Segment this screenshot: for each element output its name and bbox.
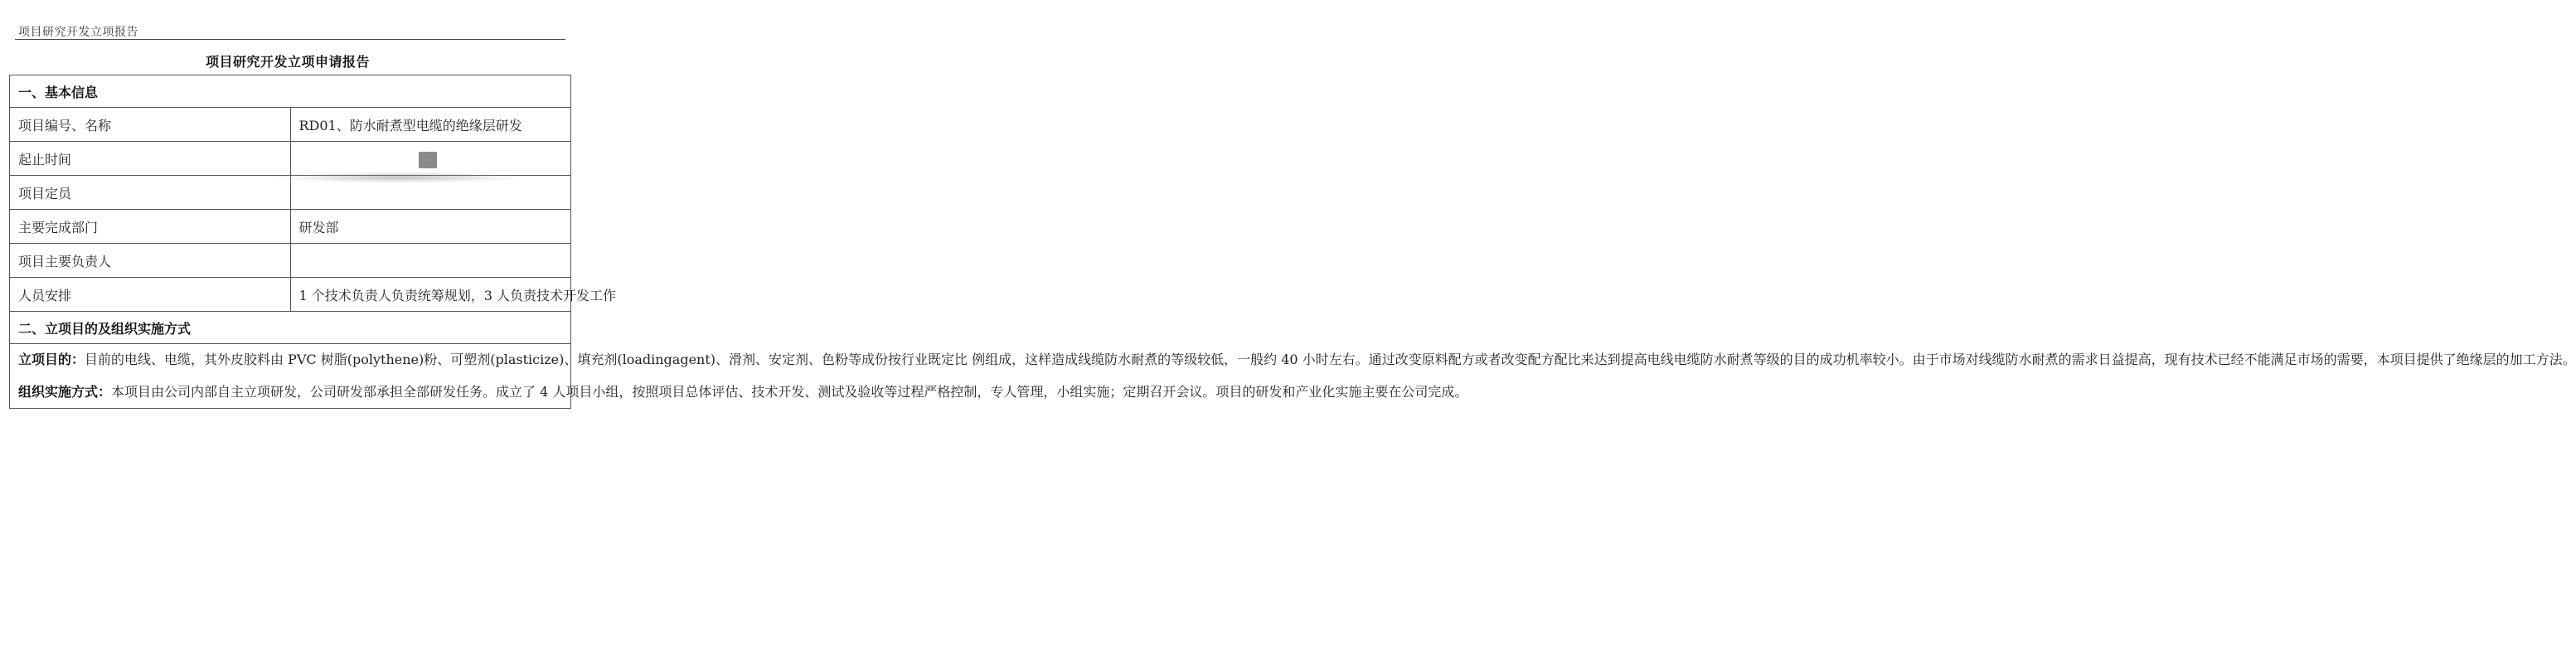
start-end-time-value bbox=[290, 142, 571, 176]
report-table bbox=[9, 75, 2576, 409]
section-basic-info-heading: 一、基本信息 bbox=[10, 75, 571, 108]
purpose-text: 目前的电线、电缆，其外皮胶料由 PVC 树脂(polythene)粉、可塑剂(plasticize)、填充剂(loadingagent)、滑剂、安定剂、色粉等成份按行业既定比 例组成，这样造成线缆防水耐煮的等级较低，一般约 40 小时左右。通过改变原料配方或者改变配方配比来达到提高电线电缆防水耐煮等级的目的成功机率较小。由于市场对线缆防水耐煮的需求日益提高，现有技术已经不能满足市场的需要，本项目提供了绝缘层的加工方法。 bbox=[85, 352, 2576, 367]
implementation-label: 组织实施方式： bbox=[18, 383, 112, 400]
section-basic-info-row bbox=[10, 75, 571, 108]
staff-arrangement-label: 人员安排 bbox=[10, 278, 291, 312]
implementation-text: 本项目由公司内部自主立项研发，公司研发部承担全部研发任务。成立了 4 人项目小组，按照项目总体评估、技术开发、测试及验收等过程严格控制，专人管理，小组实施；定期召开会议。项目的研发和产业化实施主要在公司完成。 bbox=[111, 383, 1468, 400]
section-purpose-row bbox=[10, 312, 571, 344]
redaction-smudge bbox=[274, 172, 523, 183]
header-rule bbox=[15, 39, 565, 40]
table-row bbox=[10, 278, 571, 312]
department-label: 主要完成部门 bbox=[10, 210, 291, 244]
implementation-paragraph bbox=[18, 376, 1468, 409]
purpose-paragraph bbox=[18, 344, 2576, 376]
project-number-name-value: RD01、防水耐煮型电缆的绝缘层研发 bbox=[290, 108, 571, 142]
project-lead-label: 项目主要负责人 bbox=[10, 244, 291, 278]
section-purpose-body bbox=[10, 344, 2576, 409]
staff-arrangement-value: 1 个技术负责人负责统筹规划，3 人负责技术开发工作 bbox=[290, 278, 571, 312]
project-staffing-label: 项目定员 bbox=[10, 176, 291, 210]
table-row bbox=[10, 210, 571, 244]
section-purpose-body-row bbox=[10, 344, 571, 409]
purpose-label: 立项目的： bbox=[18, 352, 85, 367]
running-header: 项目研究开发立项报告 bbox=[18, 26, 138, 39]
table-row bbox=[10, 244, 571, 278]
section-purpose-heading: 二、立项目的及组织实施方式 bbox=[10, 312, 571, 344]
project-number-name-label: 项目编号、名称 bbox=[10, 108, 291, 142]
department-value: 研发部 bbox=[290, 210, 571, 244]
document-title: 项目研究开发立项申请报告 bbox=[205, 54, 370, 70]
start-end-time-label: 起止时间 bbox=[10, 142, 291, 176]
table-row bbox=[10, 108, 571, 142]
project-lead-value bbox=[290, 244, 571, 278]
table-row bbox=[10, 142, 571, 176]
redaction-block bbox=[419, 152, 437, 168]
